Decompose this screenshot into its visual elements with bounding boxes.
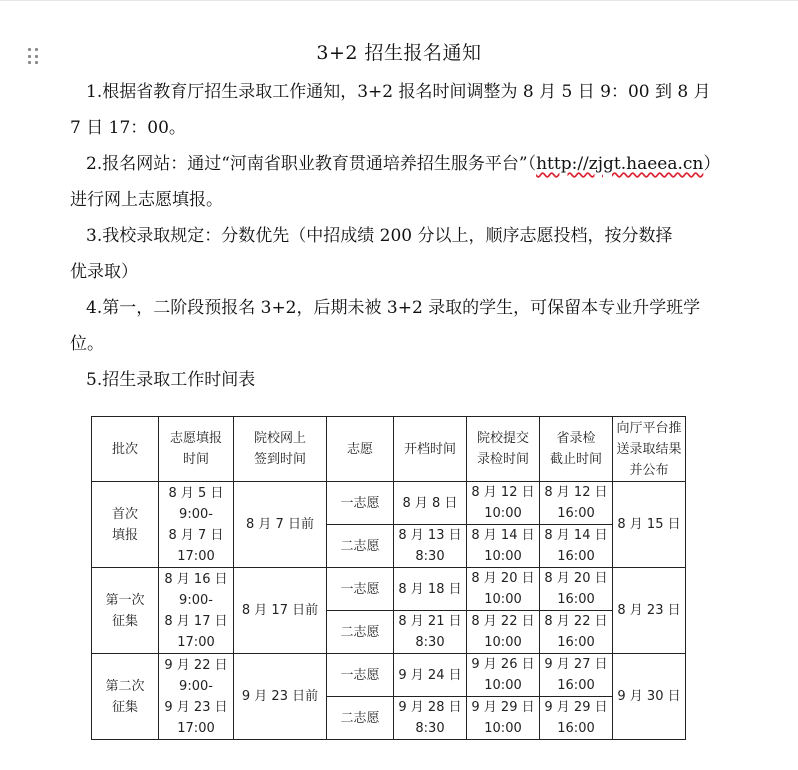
sign-time-cell: 8 月 7 日前 [234, 482, 327, 568]
batch-cell: 第一次 征集 [92, 568, 159, 654]
publish-cell: 8 月 15 日 [613, 482, 686, 568]
paragraph-3 [70, 218, 740, 290]
fill-time-cell: 8 月 5 日 9:00- 8 月 7 日 17:00 [159, 482, 234, 568]
paragraph-2 [70, 146, 740, 218]
submit-time-cell: 8 月 14 日 10:00 [467, 525, 540, 568]
province-deadline-cell: 9 月 27 日 16:00 [540, 654, 613, 697]
website-link[interactable]: http://zjgt.haeea.cn [536, 154, 704, 174]
paragraph-5-line-1: 5.招生录取工作时间表 [86, 370, 256, 390]
table-header-row [92, 417, 686, 482]
header-fill-time: 志愿填报 时间 [159, 417, 234, 482]
paragraph-4-line-1: 4.第一，二阶段预报名 3+2，后期未被 3+2 录取的学生，可保留本专业升学班学 [86, 298, 701, 318]
header-sign-time: 院校网上 签到时间 [234, 417, 327, 482]
province-deadline-cell: 8 月 22 日 16:00 [540, 611, 613, 654]
header-province-deadline: 省录检 截止时间 [540, 417, 613, 482]
page-title: 3+2 招生报名通知 [316, 42, 482, 64]
paragraph-2-suffix: ） [703, 154, 721, 174]
submit-time-cell: 9 月 29 日 10:00 [467, 697, 540, 740]
paragraph-1-line-2: 7 日 17：00。 [70, 118, 186, 138]
province-deadline-cell: 9 月 29 日 16:00 [540, 697, 613, 740]
open-time-cell: 9 月 24 日 [394, 654, 467, 697]
header-submit-time: 院校提交 录检时间 [467, 417, 540, 482]
submit-time-cell: 8 月 22 日 10:00 [467, 611, 540, 654]
paragraph-4-line-2: 位。 [70, 334, 104, 354]
table-row [92, 654, 686, 697]
open-time-cell: 9 月 28 日 8:30 [394, 697, 467, 740]
volunteer-cell: 二志愿 [327, 697, 394, 740]
submit-time-cell: 9 月 26 日 10:00 [467, 654, 540, 697]
batch-cell: 第二次 征集 [92, 654, 159, 740]
paragraph-5 [70, 362, 740, 398]
header-batch: 批次 [92, 417, 159, 482]
paragraph-1-line-1: 1.根据省教育厅招生录取工作通知，3+2 报名时间调整为 8 月 5 日 9：00 到 8 月 [86, 82, 711, 102]
table-row [92, 568, 686, 611]
sign-time-cell: 8 月 17 日前 [234, 568, 327, 654]
paragraph-3-line-1: 3.我校录取规定：分数优先（中招成绩 200 分以上，顺序志愿投档，按分数择 [86, 226, 673, 246]
open-time-cell: 8 月 21 日 8:30 [394, 611, 467, 654]
open-time-cell: 8 月 18 日 [394, 568, 467, 611]
table-row [92, 482, 686, 525]
schedule-table [91, 416, 686, 740]
header-open-time: 开档时间 [394, 417, 467, 482]
sign-time-cell: 9 月 23 日前 [234, 654, 327, 740]
submit-time-cell: 8 月 12 日 10:00 [467, 482, 540, 525]
submit-time-cell: 8 月 20 日 10:00 [467, 568, 540, 611]
volunteer-cell: 二志愿 [327, 525, 394, 568]
volunteer-cell: 二志愿 [327, 611, 394, 654]
batch-cell: 首次 填报 [92, 482, 159, 568]
fill-time-cell: 8 月 16 日 9:00- 8 月 17 日 17:00 [159, 568, 234, 654]
paragraph-4 [70, 290, 740, 362]
volunteer-cell: 一志愿 [327, 482, 394, 525]
paragraph-1 [70, 74, 740, 146]
fill-time-cell: 9 月 22 日 9:00- 9 月 23 日 17:00 [159, 654, 234, 740]
publish-cell: 9 月 30 日 [613, 654, 686, 740]
page-top-edge [0, 0, 798, 1]
paragraph-3-line-2: 优录取） [70, 262, 138, 282]
province-deadline-cell: 8 月 20 日 16:00 [540, 568, 613, 611]
open-time-cell: 8 月 8 日 [394, 482, 467, 525]
province-deadline-cell: 8 月 12 日 16:00 [540, 482, 613, 525]
volunteer-cell: 一志愿 [327, 654, 394, 697]
publish-cell: 8 月 23 日 [613, 568, 686, 654]
province-deadline-cell: 8 月 14 日 16:00 [540, 525, 613, 568]
volunteer-cell: 一志愿 [327, 568, 394, 611]
header-publish: 向厅平台推 送录取结果 并公布 [613, 417, 686, 482]
header-volunteer: 志愿 [327, 417, 394, 482]
paragraph-2-prefix: 2.报名网站：通过“河南省职业教育贯通培养招生服务平台”（ [86, 154, 537, 174]
paragraph-2-line-2: 进行网上志愿填报。 [70, 190, 223, 210]
open-time-cell: 8 月 13 日 8:30 [394, 525, 467, 568]
